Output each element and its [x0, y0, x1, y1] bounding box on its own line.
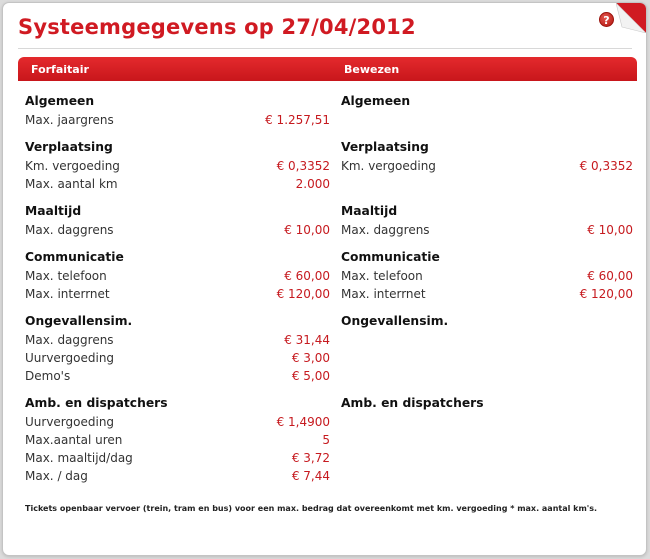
section-communicatie [25, 248, 330, 303]
item-value: € 60,00 [587, 269, 633, 283]
item-value: € 10,00 [284, 223, 330, 237]
item-value: 5 [322, 433, 330, 447]
section-title: Amb. en dispatchers [25, 396, 168, 410]
item-label: Max. aantal km [25, 177, 118, 191]
section-algemeen [25, 92, 330, 129]
help-icon[interactable]: ? [599, 12, 614, 27]
list-item [25, 221, 330, 239]
header-bewezen: Bewezen [344, 63, 400, 76]
item-label: Max. daggrens [25, 223, 114, 237]
title-divider [18, 48, 632, 49]
item-label: Max. / dag [25, 469, 88, 483]
item-label: Max. interrnet [341, 287, 426, 301]
section-title: Verplaatsing [341, 140, 429, 154]
list-item [25, 449, 330, 467]
item-label: Max. jaargrens [25, 113, 114, 127]
item-value: € 31,44 [284, 333, 330, 347]
item-label: Max. telefoon [25, 269, 107, 283]
section-title: Verplaatsing [25, 140, 113, 154]
item-value: € 0,3352 [276, 159, 330, 173]
item-label: Max. daggrens [25, 333, 114, 347]
section-maaltijd [25, 202, 330, 239]
section-title: Ongevallensim. [25, 314, 133, 328]
section-verplaatsing [341, 138, 633, 193]
item-label: Km. vergoeding [25, 159, 120, 173]
page-curl-icon [616, 3, 646, 33]
item-value: € 1,4900 [276, 415, 330, 429]
item-label: Max. daggrens [341, 223, 430, 237]
section-title: Maaltijd [341, 204, 398, 218]
list-item [25, 175, 330, 193]
page-title: Systeemgegevens op 27/04/2012 [18, 15, 416, 39]
list-item [25, 349, 330, 367]
list-item [25, 331, 330, 349]
section-title: Algemeen [341, 94, 411, 108]
section-ongevallensim [341, 312, 633, 385]
section-maaltijd [341, 202, 633, 239]
section-communicatie [341, 248, 633, 303]
item-label: Max. telefoon [341, 269, 423, 283]
section-algemeen [341, 92, 633, 129]
list-item [341, 157, 633, 175]
column-header-bar [18, 57, 637, 81]
item-value: € 60,00 [284, 269, 330, 283]
item-label: Demo's [25, 369, 71, 383]
list-item [341, 267, 633, 285]
item-value: € 120,00 [276, 287, 330, 301]
item-label: Uurvergoeding [25, 351, 115, 365]
list-item [25, 413, 330, 431]
list-item [341, 285, 633, 303]
list-item [25, 431, 330, 449]
list-item [25, 111, 330, 129]
section-title: Amb. en dispatchers [341, 396, 484, 410]
list-item [25, 367, 330, 385]
item-label: Km. vergoeding [341, 159, 436, 173]
section-title: Communicatie [25, 250, 124, 264]
list-item [25, 157, 330, 175]
system-data-panel [2, 2, 647, 556]
item-label: Max. interrnet [25, 287, 110, 301]
item-label: Max.aantal uren [25, 433, 123, 447]
item-value: 2.000 [295, 177, 330, 191]
section-title: Communicatie [341, 250, 440, 264]
list-item [25, 285, 330, 303]
section-title: Algemeen [25, 94, 95, 108]
section-amb-dispatchers [341, 394, 633, 413]
forfaitair-column [25, 92, 330, 485]
item-value: € 7,44 [291, 469, 330, 483]
list-item [25, 467, 330, 485]
section-verplaatsing [25, 138, 330, 193]
item-label: Max. maaltijd/dag [25, 451, 133, 465]
item-label: Uurvergoeding [25, 415, 115, 429]
section-title: Ongevallensim. [341, 314, 449, 328]
header-forfaitair: Forfaitair [31, 63, 89, 76]
item-value: € 3,00 [291, 351, 330, 365]
item-value: € 0,3352 [579, 159, 633, 173]
list-item [25, 267, 330, 285]
bewezen-column [341, 92, 633, 413]
section-ongevallensim [25, 312, 330, 385]
section-amb-dispatchers [25, 394, 330, 485]
footnote: Tickets openbaar vervoer (trein, tram en bus) voor een max. bedrag dat overeenkomt met km. vergoeding * max. aantal km's. [25, 504, 598, 513]
item-value: € 3,72 [291, 451, 330, 465]
item-value: € 120,00 [579, 287, 633, 301]
item-value: € 5,00 [291, 369, 330, 383]
item-value: € 1.257,51 [265, 113, 330, 127]
item-value: € 10,00 [587, 223, 633, 237]
section-title: Maaltijd [25, 204, 82, 218]
list-item [341, 221, 633, 239]
